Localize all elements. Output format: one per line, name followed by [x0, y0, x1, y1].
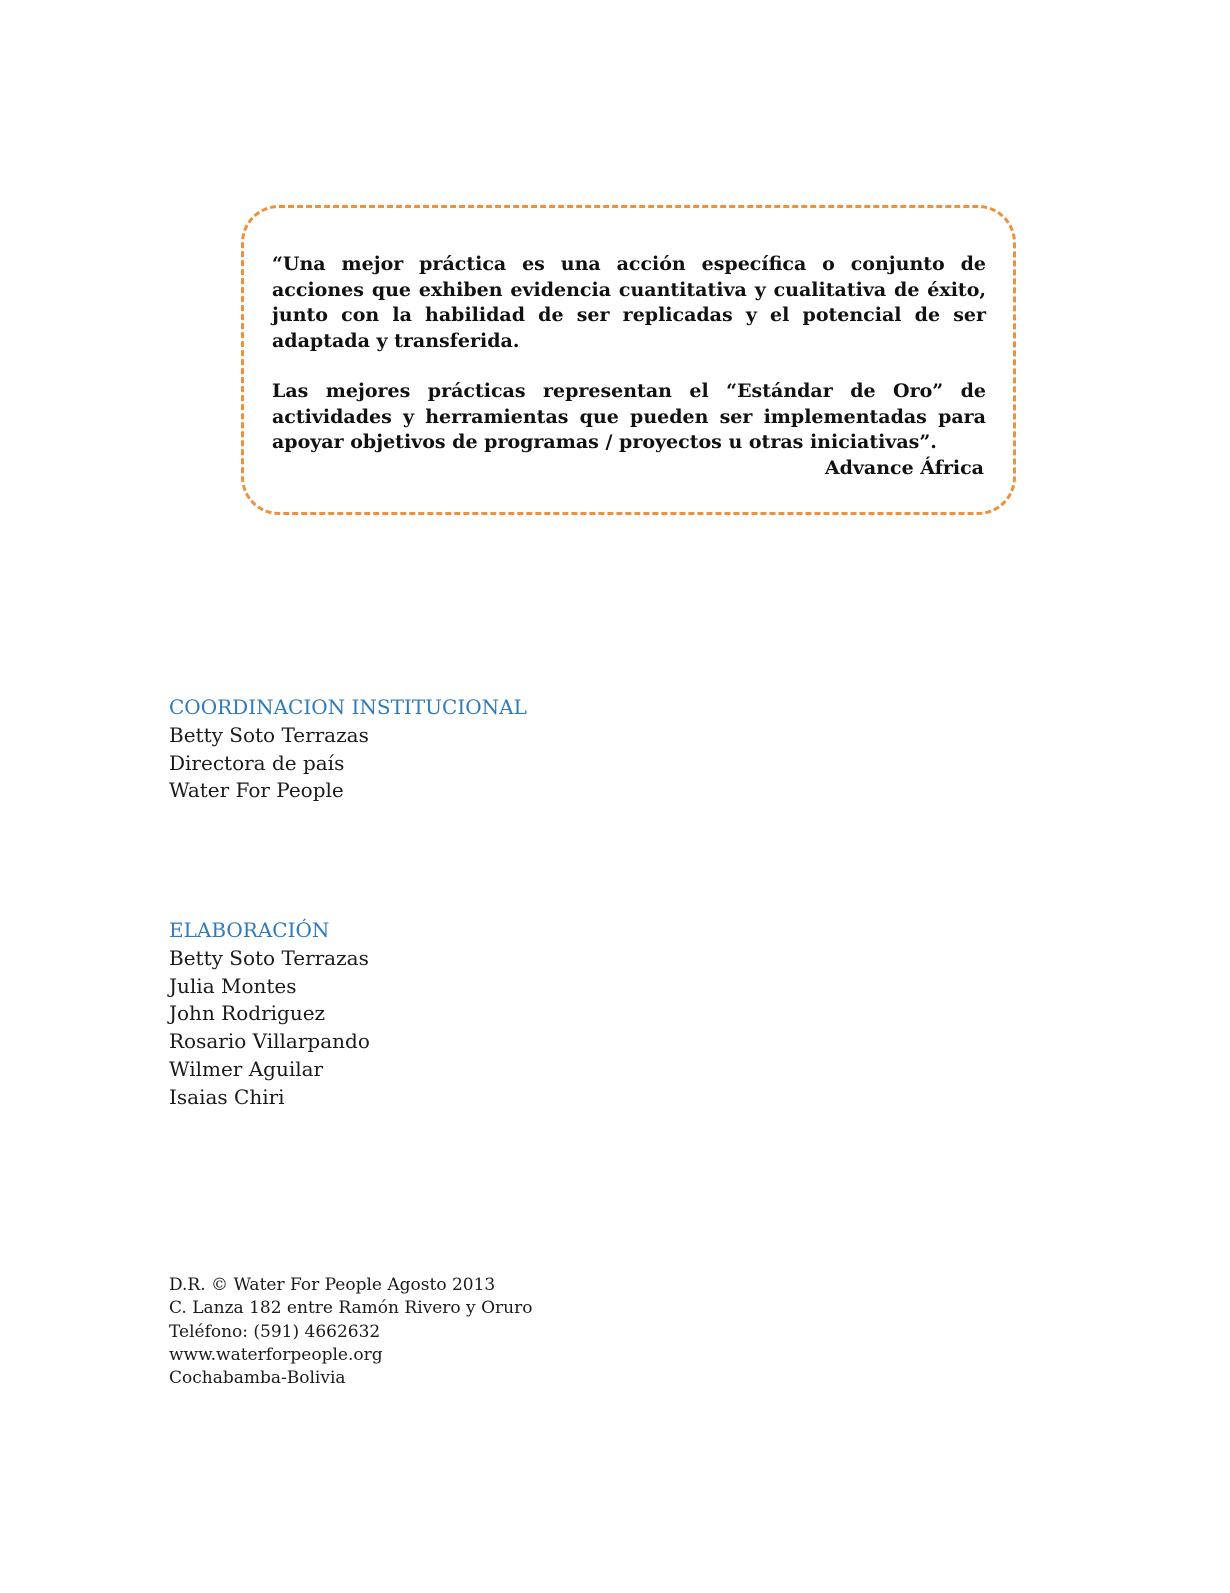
elaboration-heading: ELABORACIÓN — [169, 918, 330, 942]
footer-website: www.waterforpeople.org — [169, 1344, 383, 1365]
coordination-section — [169, 694, 527, 805]
coordination-line: Betty Soto Terrazas — [169, 722, 369, 747]
elaboration-line: Julia Montes — [169, 973, 297, 998]
coordination-heading: COORDINACION INSTITUCIONAL — [169, 695, 527, 719]
quote-text — [272, 252, 986, 481]
footer-city: Cochabamba-Bolivia — [169, 1368, 346, 1389]
elaboration-line: Betty Soto Terrazas — [169, 945, 369, 970]
elaboration-section — [169, 917, 370, 1112]
coordination-line: Water For People — [169, 778, 344, 803]
elaboration-line: Wilmer Aguilar — [169, 1056, 324, 1081]
elaboration-line: Rosario Villarpando — [169, 1029, 370, 1054]
footer-copyright: D.R. © Water For People Agosto 2013 — [169, 1275, 496, 1295]
elaboration-line: Isaias Chiri — [169, 1084, 285, 1109]
footer-imprint — [169, 1274, 532, 1390]
footer-address: C. Lanza 182 entre Ramón Rivero y Oruro — [169, 1298, 533, 1319]
coordination-line: Directora de país — [169, 750, 345, 775]
quote-author: Advance África — [824, 457, 984, 479]
quote-paragraph-2: Las mejores prácticas representan el “Estándar de Oro” de actividades y herramientas que pueden ser implementadas para apoyar objetivos de programas / proyectos u otras iniciativas”. — [272, 380, 986, 453]
elaboration-line: John Rodriguez — [169, 1001, 326, 1026]
quote-paragraph-1: “Una mejor práctica es una acción específica o conjunto de acciones que exhiben evidencia cuantitativa y cualitativa de éxito, junto con la habilidad de ser replicadas y el potencial de ser adaptada y transferida. — [272, 253, 986, 352]
footer-phone: Teléfono: (591) 4662632 — [169, 1321, 381, 1342]
